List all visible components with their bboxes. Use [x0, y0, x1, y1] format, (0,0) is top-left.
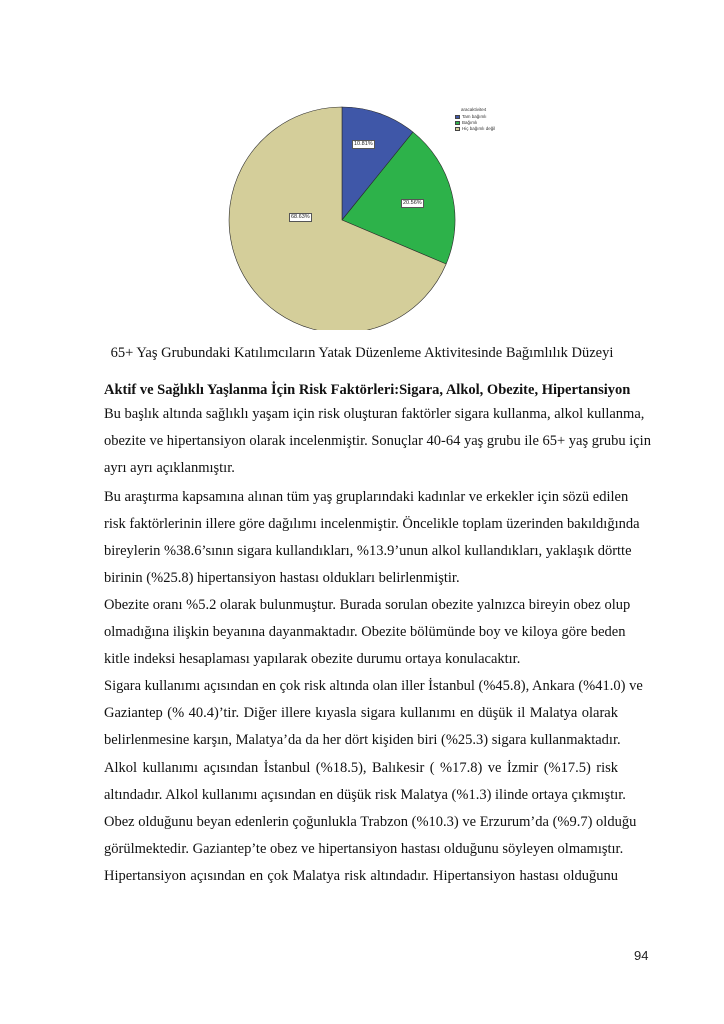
slice-label-bagimli: 20.56%: [403, 200, 422, 206]
text-line: ayrı ayrı açıklanmıştır.: [104, 460, 235, 476]
slice-label-hic-bagimli-degil: 68.63%: [291, 214, 310, 220]
legend-title: aracaktivite4: [461, 107, 487, 112]
text-line: birinin (%25.8) hipertansiyon hastası oldukları belirlenmiştir.: [104, 570, 460, 586]
text-line: bireylerin %38.6’sının sigara kullandıkları, %13.9’unun alkol kullandıkları, yaklaşık dörtte: [104, 543, 632, 559]
legend-item-hic-bagimli-degil: [455, 126, 495, 132]
paragraph-5: [104, 755, 637, 890]
paragraph-3: [104, 592, 631, 673]
text-line: görülmektedir. Gaziantep’te obez ve hipertansiyon hastası olduğunu söyleyen olmamıştır.: [104, 841, 624, 857]
page-number: 94: [634, 948, 649, 963]
text-line: Sigara kullanımı açısından en çok risk altında olan iller İstanbul (%45.8), Ankara (%41.0) ve: [104, 678, 643, 694]
text-line: Alkol kullanımı açısından İstanbul (%18.5), Balıkesir ( %17.8) ve İzmir (%17.5) risk: [104, 760, 618, 776]
legend-swatch-blue: [455, 115, 460, 119]
legend-label: Hiç bağımlı değil: [462, 126, 496, 131]
pie-chart-svg: [220, 100, 520, 330]
legend-label: Bağımlı: [462, 120, 478, 125]
text-line: kitle indeksi hesaplaması yapılarak obezite durumu ortaya konulacaktır.: [104, 651, 521, 667]
text-line: Bu başlık altında sağlıklı yaşam için risk oluşturan faktörler sigara kullanma, alkol kullanma,: [104, 406, 645, 422]
text-line: risk faktörlerinin illere göre dağılımı incelenmiştir. Öncelikle toplam üzerinden bakıldığında: [104, 516, 640, 532]
legend-swatch-tan: [455, 127, 460, 131]
legend-swatch-green: [455, 121, 460, 125]
text-line: Bu araştırma kapsamına alınan tüm yaş gruplarındaki kadınlar ve erkekler için sözü edilen: [104, 489, 629, 505]
text-line: Obez olduğunu beyan edenlerin çoğunlukla Trabzon (%10.3) ve Erzurum’da (%9.7) olduğu: [104, 814, 637, 830]
slice-label-tam-bagimli: 10.81%: [354, 141, 373, 147]
text-line: Obezite oranı %5.2 olarak bulunmuştur. Burada sorulan obezite yalnızca bireyin obez olup: [104, 597, 631, 613]
paragraph-1: [104, 401, 651, 482]
text-line: Gaziantep (% 40.4)’tir. Diğer illere kıyasla sigara kullanımı en düşük il Malatya olarak: [104, 705, 618, 721]
section-heading: Aktif ve Sağlıklı Yaşlanma İçin Risk Faktörleri:Sigara, Alkol, Obezite, Hipertansiyon: [104, 382, 631, 398]
text-line: obezite ve hipertansiyon olarak incelenmiştir. Sonuçlar 40-64 yaş grubu ile 65+ yaş grubu için: [104, 433, 651, 449]
legend-label: Tam bağımlı: [462, 114, 487, 119]
text-line: altındadır. Alkol kullanımı açısından en düşük risk Malatya (%1.3) ilinde ortaya çıkmıştır.: [104, 787, 626, 803]
chart-legend: [455, 107, 495, 132]
paragraph-4: [104, 673, 643, 754]
figure-caption: 65+ Yaş Grubundaki Katılımcıların Yatak Düzenleme Aktivitesinde Bağımlılık Düzeyi: [110, 345, 614, 361]
paragraph-2: [104, 484, 640, 592]
text-line: Hipertansiyon açısından en çok Malatya risk altındadır. Hipertansiyon hastası olduğunu: [104, 868, 618, 884]
text-line: belirlenmesine karşın, Malatya’da da her dört kişiden biri (%25.3) sigara kullanmaktadır.: [104, 732, 621, 748]
pie-chart: [220, 100, 520, 330]
text-line: olmadığına ilişkin beyanına dayanmaktadır. Obezite bölümünde boy ve kiloya göre beden: [104, 624, 626, 640]
